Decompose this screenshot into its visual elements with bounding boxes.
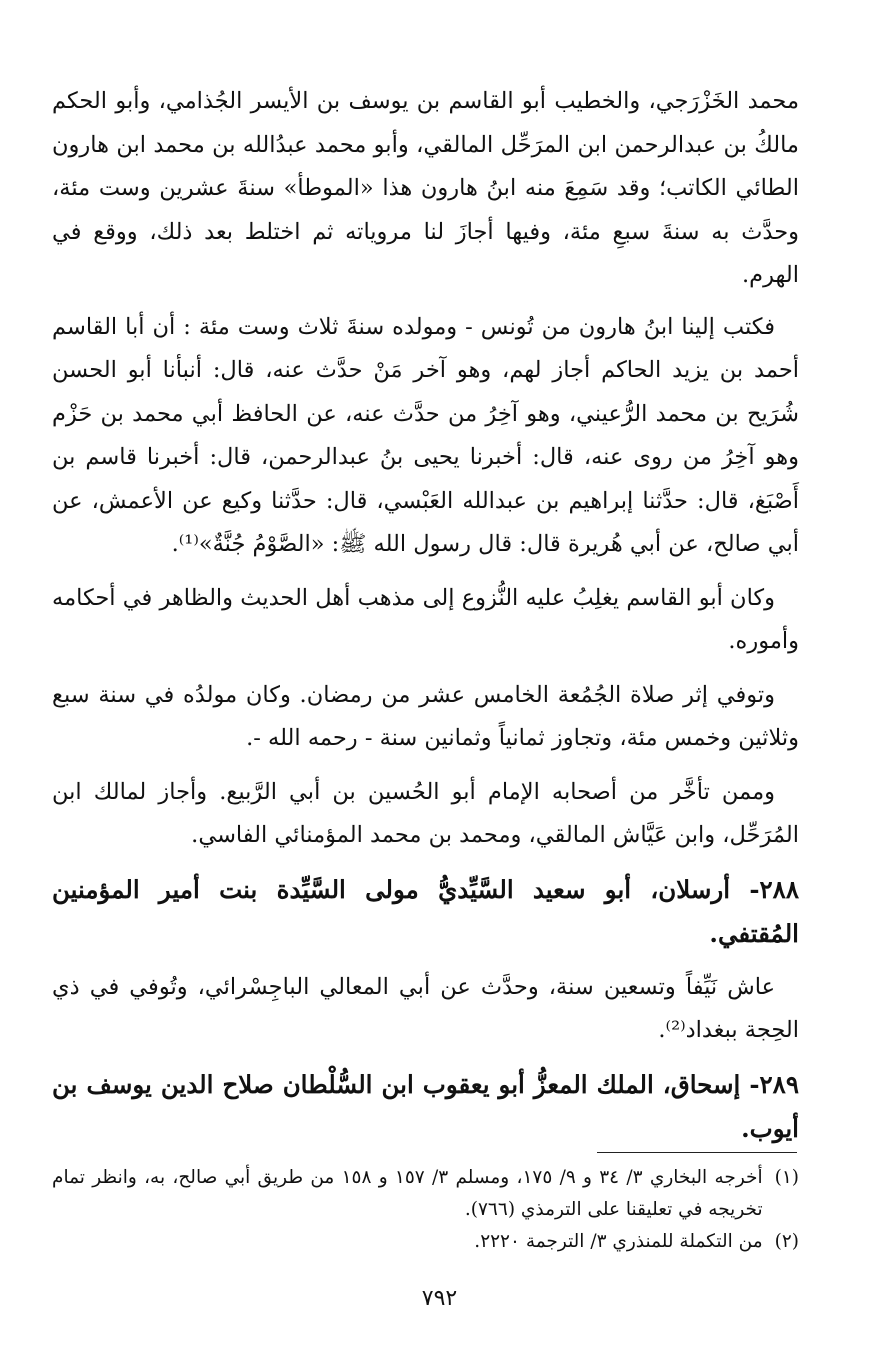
footnotes [52,1162,799,1258]
footnote-text: أخرجه البخاري ٣/ ٣٤ و ٩/ ١٧٥، ومسلم ٣/ ١٥٧ و ١٥٨ من طريق أبي صالح، به، وانظر تمام تخريجه في تعليقنا على الترمذي (٧٦٦). [52,1167,763,1220]
paragraph-2: فكتب إلينا ابنُ هارون من تُونس - ومولده سنةَ ثلاث وست مئة : أن أبا القاسم أحمد بن يزيد الحاكم أجاز لهم، وهو آخر مَنْ حدَّث عنه، قال: أنبأنا أبو الحسن شُرَيح بن محمد الرُّعيني، وهو آخِرُ من حدَّث عنه، عن الحافظ أبي محمد بن حَزْم وهو آخِرُ من روى عنه، قال: أخبرنا يحيى بنُ عبدالرحمن، قال: أخبرنا قاسم بن أَصْبَغ، قال: حدَّثنا إبراهيم بن عبدالله العَبْسي، قال: حدَّثنا وكيع عن الأعمش، عن أبي صالح، عن أبي هُريرة قال: قال رسول الله ﷺ: «الصَّوْمُ جُنَّةٌ»⁽¹⁾. [52,313,799,557]
page-number: ٧٩٢ [421,1286,458,1311]
paragraph-6: عاش نَيِّفاً وتسعين سنة، وحدَّث عن أبي المعالي الباجِسْرائي، وتُوفي في ذي الحِجة ببغداد⁽²⁾. [52,973,799,1043]
entry-heading-288: ٢٨٨- أرسلان، أبو سعيد السَّيِّديُّ مولى السَّيِّدة بنت أمير المؤمنين المُقتفي. [52,874,799,948]
footnote-2 [52,1226,799,1258]
entry-heading-289: ٢٨٩- إسحاق، الملك المعزُّ أبو يعقوب ابن السُّلْطان صلاح الدين يوسف بن أيوب. [52,1069,799,1143]
paragraph-3: وكان أبو القاسم يغلِبُ عليه النُّزوع إلى مذهب أهل الحديث والظاهر في أحكامه وأموره. [52,584,799,654]
footnote-divider [597,1152,797,1153]
paragraph-1: محمد الخَزْرَجي، والخطيب أبو القاسم بن يوسف بن الأيسر الجُذامي، وأبو الحكم مالكُ بن عبدالرحمن ابن المرَحِّل المالقي، وأبو محمد عبدُالله بن محمد ابن هارون الطائي الكاتب؛ وقد سَمِعَ منه ابنُ هارون هذا «الموطأ» سنةَ عشرين وست مئة، وحدَّث به سنةَ سبعِ مئة، وفيها أجازَ لنا مروياته ثم اختلط بعد ذلك، ووقع في الهرم. [52,88,799,288]
footnote-number: (١) [774,1167,799,1188]
footnote-text: من التكملة للمنذري ٣/ الترجمة ٢٢٢٠. [474,1231,763,1252]
footnote-1 [52,1162,799,1226]
paragraph-4: وتوفي إثر صلاة الجُمُعة الخامس عشر من رمضان. وكان مولدُه في سنة سبع وثلاثين وخمس مئة، وتجاوز ثمانياً وثمانين سنة - رحمه الله -. [52,681,799,751]
paragraph-5: وممن تأخَّر من أصحابه الإمام أبو الحُسين بن أبي الرَّبيع. وأجاز لمالك ابن المُرَحِّل، وابن عَيَّاش المالقي، ومحمد بن محمد المؤمنائي الفاسي. [52,778,799,848]
main-text [52,80,799,1161]
footnote-number: (٢) [774,1231,799,1252]
